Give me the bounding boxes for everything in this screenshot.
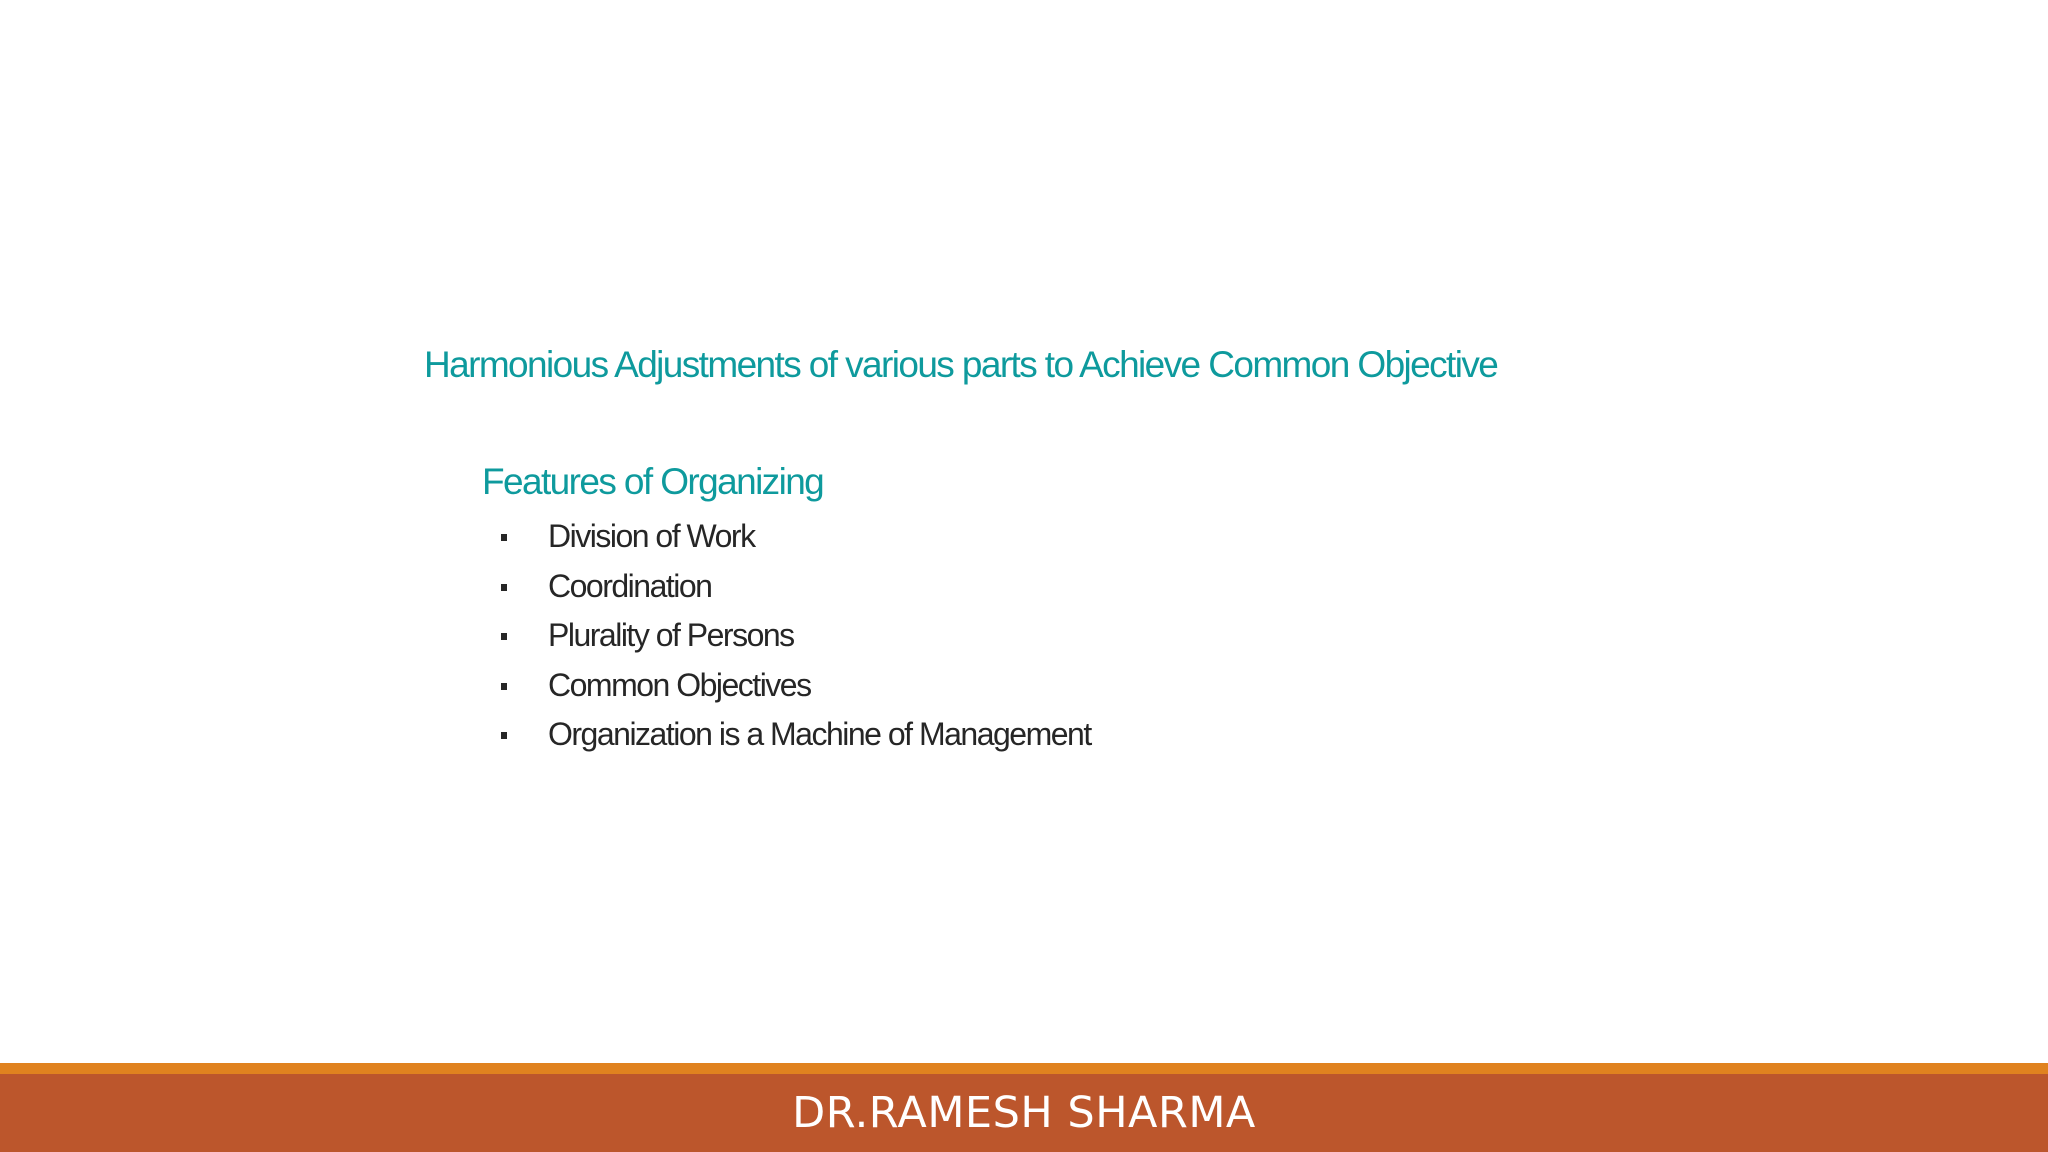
square-bullet-icon — [501, 584, 507, 591]
list-item-text: Coordination — [548, 567, 712, 604]
list-item-text: Division of Work — [548, 518, 755, 554]
slide-title: Harmonious Adjustments of various parts to Achieve Common Objective — [424, 344, 1498, 385]
footer-author: DR.RAMESH SHARMA — [792, 1088, 1256, 1138]
square-bullet-icon — [501, 683, 507, 690]
footer-accent-stripe — [0, 1063, 2048, 1074]
list-item-text: Organization is a Machine of Management — [548, 716, 1091, 752]
square-bullet-icon — [501, 633, 507, 640]
square-bullet-icon — [501, 534, 507, 541]
features-heading: Features of Organizing — [482, 461, 824, 502]
list-item-text: Plurality of Persons — [548, 617, 794, 653]
square-bullet-icon — [501, 732, 507, 739]
list-item-text: Common Objectives — [548, 666, 811, 703]
